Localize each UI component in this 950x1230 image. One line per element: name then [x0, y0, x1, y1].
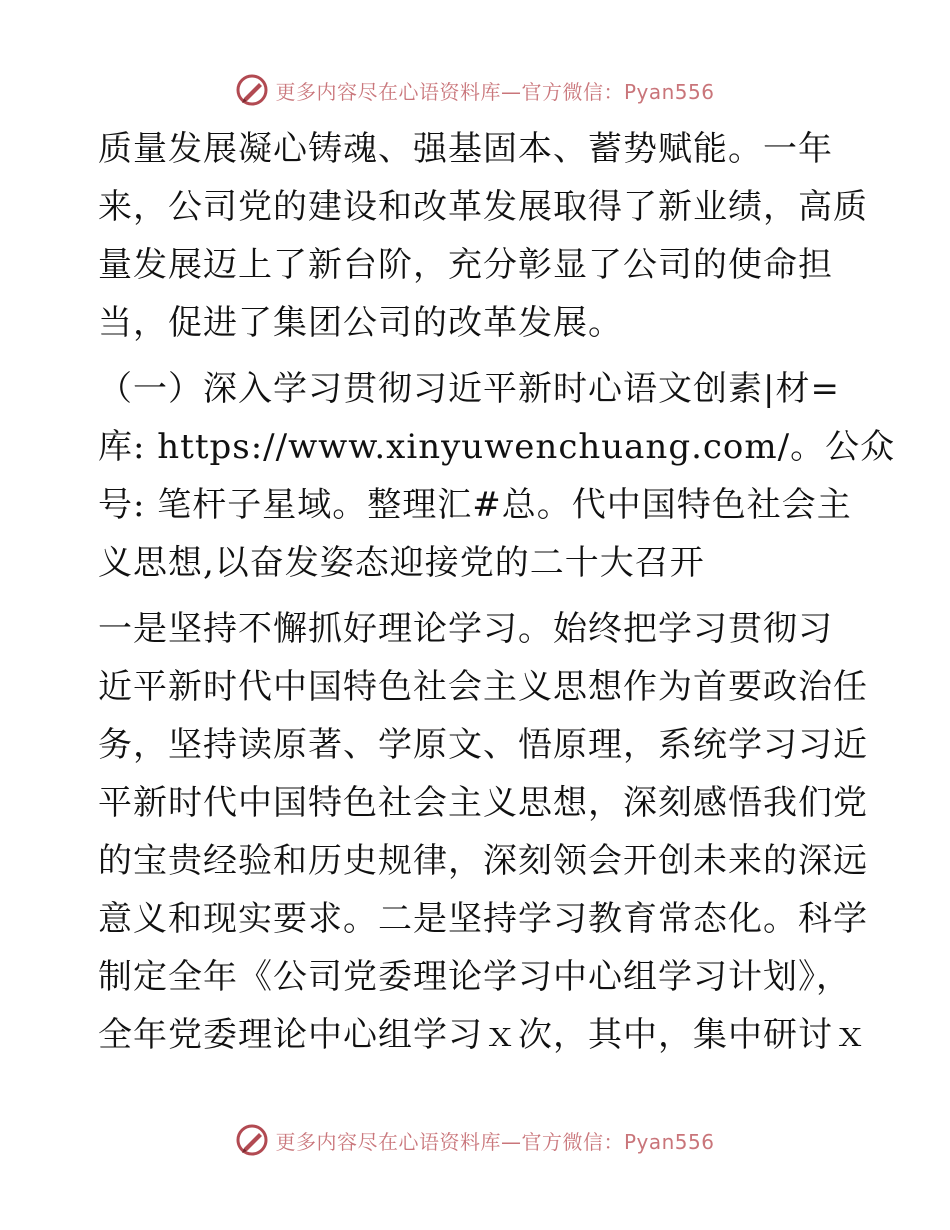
text-line: 一是坚持不懈抓好理论学习。始终把学习贯彻习: [98, 609, 833, 649]
text-line: 号: 笔杆子星域。整理汇#总。代中国特色社会主: [98, 485, 852, 525]
text-line: 义思想,以奋发姿态迎接党的二十大召开: [98, 543, 705, 583]
text-line: 库: https://www.xinyuwenchuang.com/。公众: [98, 427, 896, 467]
text-line: 量发展迈上了新台阶，充分彰显了公司的使命担: [98, 245, 833, 285]
text-line: 意义和现实要求。二是坚持学习教育常态化。科学: [98, 899, 868, 939]
text-line: （一）深入学习贯彻习近平新时心语文创素|材=: [98, 369, 840, 409]
paragraph-section-heading: [98, 360, 896, 592]
text-line: 来，公司党的建设和改革发展取得了新业绩，高质: [98, 187, 868, 227]
text-line: 当，促进了集团公司的改革发展。: [98, 303, 623, 343]
paragraph-body: [98, 600, 868, 1064]
text-line: 的宝贵经验和历史规律，深刻领会开创未来的深远: [98, 841, 868, 881]
paragraph-intro: [98, 120, 868, 352]
footer-banner-text: 更多内容尽在心语资料库—官方微信：Pyan556: [275, 1129, 715, 1154]
pen-circle-logo-icon: [235, 73, 269, 107]
pen-circle-logo-icon: [235, 1123, 269, 1157]
text-line: 近平新时代中国特色社会主义思想作为首要政治任: [98, 667, 868, 707]
text-line: 质量发展凝心铸魂、强基固本、蓄势赋能。一年: [98, 129, 833, 169]
text-line: 全年党委理论中心组学习ｘ次，其中，集中研讨ｘ: [98, 1015, 868, 1055]
footer-banner: [0, 1122, 950, 1158]
header-banner-text: 更多内容尽在心语资料库—官方微信：Pyan556: [275, 79, 715, 104]
text-line: 务，坚持读原著、学原文、悟原理，系统学习习近: [98, 725, 868, 765]
header-banner: [0, 72, 950, 108]
text-line: 平新时代中国特色社会主义思想，深刻感悟我们党: [98, 783, 868, 823]
text-line: 制定全年《公司党委理论学习中心组学习计划》，: [98, 957, 851, 997]
document-body: [98, 120, 896, 1064]
